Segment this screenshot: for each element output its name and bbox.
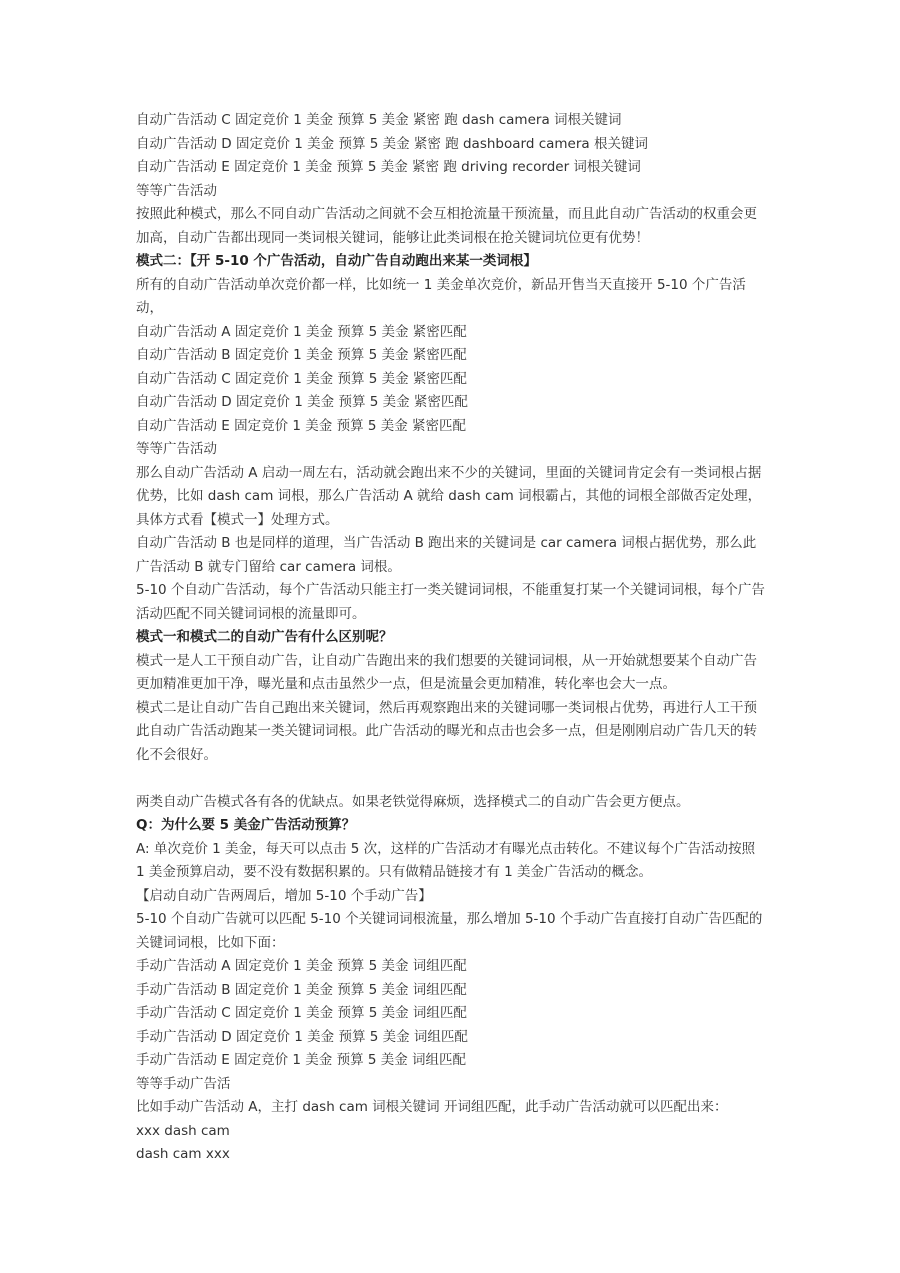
paragraph-line: 等等广告活动	[136, 182, 217, 199]
paragraph-line: 等等手动广告活	[136, 1075, 231, 1092]
paragraph-line: 两类自动广告模式各有各的优缺点。如果老铁觉得麻烦，选择模式二的自动广告会更方便点。	[136, 793, 690, 810]
paragraph-line: 等等广告活动	[136, 441, 217, 457]
section-heading: 模式一和模式二的自动广告有什么区别呢？	[136, 629, 393, 645]
paragraph-line: 【启动自动广告两周后，增加 5-10 个手动广告】	[136, 887, 432, 904]
paragraph-line: 自动广告活动 C 固定竞价 1 美金 预算 5 美金 紧密 跑 dash camera 词根关键词	[136, 112, 622, 128]
paragraph-line: dash cam xxx	[136, 1146, 230, 1162]
section-heading: 模式二：【开 5-10 个广告活动，自动广告自动跑出来某一类词根】	[136, 253, 537, 269]
paragraph-line: 模式二是让自动广告自己跑出来关键词，然后再观察跑出来的关键词哪一类词根占优势，再进行人工干预此自动广告活动跑某一类关键词词根。此广告活动的曝光和点击也会多一点，但是刚刚启动广告几天的转化不会很好。	[136, 699, 757, 763]
paragraph-line: 自动广告活动 D 固定竞价 1 美金 预算 5 美金 紧密 跑 dashboard camera 根关键词	[136, 135, 648, 152]
paragraph-line: 手动广告活动 B 固定竞价 1 美金 预算 5 美金 词组匹配	[136, 981, 467, 998]
paragraph-line: 模式一是人工干预自动广告，让自动广告跑出来的我们想要的关键词词根，从一开始就想要某个自动广告更加精准更加干净，曝光量和点击虽然少一点，但是流量会更加精准，转化率也会大一点。	[136, 652, 757, 692]
paragraph-line: 5-10 个自动广告活动，每个广告活动只能主打一类关键词词根，不能重复打某一个关键词词根，每个广告活动匹配不同关键词词根的流量即可。	[136, 582, 765, 622]
paragraph-line: A: 单次竞价 1 美金，每天可以点击 5 次，这样的广告活动才有曝光点击转化。不建议每个广告活动按照 1 美金预算启动，要不没有数据积累的。只有做精品链接才有 1 美金广告活动的概念。	[136, 840, 756, 880]
blank-line	[136, 767, 768, 791]
paragraph-line: 自动广告活动 D 固定竞价 1 美金 预算 5 美金 紧密匹配	[136, 394, 468, 410]
paragraph-line: 手动广告活动 E 固定竞价 1 美金 预算 5 美金 词组匹配	[136, 1052, 467, 1068]
paragraph-line: 自动广告活动 B 也是同样的道理，当广告活动 B 跑出来的关键词是 car camera 词根占据优势，那么此广告活动 B 就专门留给 car camera 词根。	[136, 535, 757, 575]
paragraph-line: 所有的自动广告活动单次竞价都一样，比如统一 1 美金单次竞价，新品开售当天直接开 5-10 个广告活动，	[136, 276, 746, 316]
paragraph-line: 自动广告活动 E 固定竞价 1 美金 预算 5 美金 紧密匹配	[136, 417, 467, 434]
paragraph-line: 手动广告活动 A 固定竞价 1 美金 预算 5 美金 词组匹配	[136, 958, 467, 974]
paragraph-line: 自动广告活动 B 固定竞价 1 美金 预算 5 美金 紧密匹配	[136, 347, 467, 363]
paragraph-line: 5-10 个自动广告就可以匹配 5-10 个关键词词根流量，那么增加 5-10 个手动广告直接打自动广告匹配的关键词词根，比如下面：	[136, 911, 763, 951]
document-body	[136, 109, 768, 1167]
paragraph-line: 按照此种模式，那么不同自动广告活动之间就不会互相抢流量干预流量，而且此自动广告活动的权重会更加高，自动广告都出现同一类词根关键词，能够让此类词根在抢关键词坑位更有优势！	[136, 206, 757, 246]
paragraph-line: 手动广告活动 D 固定竞价 1 美金 预算 5 美金 词组匹配	[136, 1028, 468, 1045]
paragraph-line: 自动广告活动 E 固定竞价 1 美金 预算 5 美金 紧密 跑 driving recorder 词根关键词	[136, 159, 641, 175]
paragraph-line: 自动广告活动 A 固定竞价 1 美金 预算 5 美金 紧密匹配	[136, 323, 467, 340]
paragraph-line: 比如手动广告活动 A，主打 dash cam 词根关键词 开词组匹配，此手动广告活动就可以匹配出来：	[136, 1099, 728, 1115]
paragraph-line: xxx dash cam	[136, 1122, 230, 1139]
paragraph-line: 手动广告活动 C 固定竞价 1 美金 预算 5 美金 词组匹配	[136, 1005, 467, 1021]
paragraph-line: 自动广告活动 C 固定竞价 1 美金 预算 5 美金 紧密匹配	[136, 370, 467, 387]
section-heading: Q：为什么要 5 美金广告活动预算？	[136, 817, 356, 833]
paragraph-line: 那么自动广告活动 A 启动一周左右，活动就会跑出来不少的关键词，里面的关键词肯定会有一类词根占据优势，比如 dash cam 词根，那么广告活动 A 就给 dash cam 词根霸占，其他的词根全部做否定处理，具体方式看【模式一】处理方式。	[136, 464, 762, 528]
